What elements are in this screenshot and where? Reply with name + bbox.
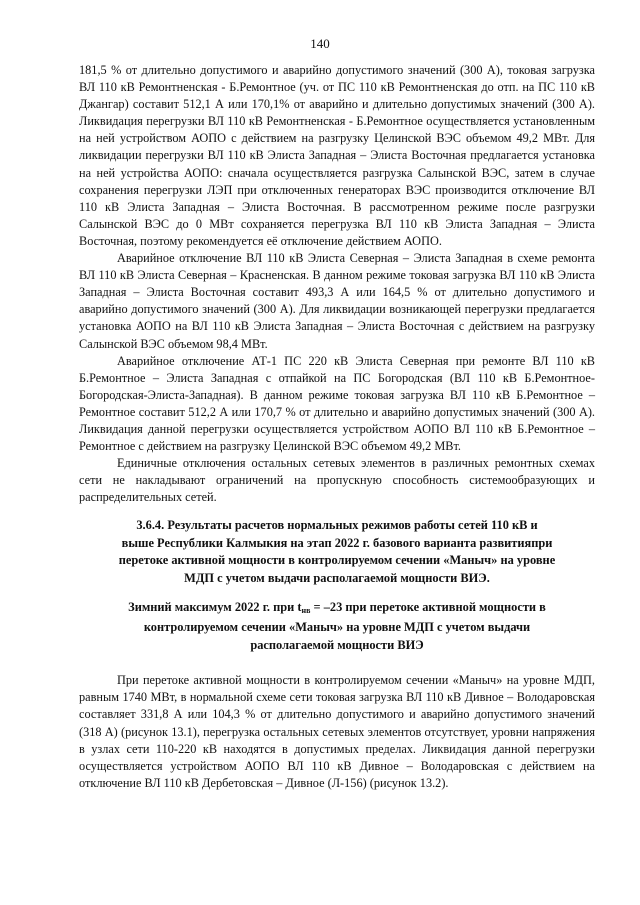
sub-heading — [79, 599, 595, 654]
page-number: 140 — [310, 36, 330, 51]
section-number: 3.6.4. — [136, 518, 165, 533]
section-heading — [79, 517, 595, 587]
sub-heading-line-3: располагаемой мощности ВИЭ — [250, 637, 424, 652]
section-heading-line-1: 3.6.4. Результаты расчетов нормальных режимов работы сетей 110 кВ и — [136, 518, 538, 533]
paragraph-emergency-elista: Аварийное отключение ВЛ 110 кВ Элиста Северная – Элиста Западная в схеме ремонта ВЛ 110 кВ Элиста Северная – Красненская. В данном режиме токовая загрузка ВЛ 110 кВ Элиста Западная – Элиста Восточная составит 493,3 А или 164,5 % от длительно допустимого и аварийно допустимого значений (300 А). Для ликвидации возникающей перегрузки предлагается установка АОПО на ВЛ 110 кВ Элиста Западная – Элиста Восточная с действием на разгрузку Салынской ВЭС объемом 98,4 МВт. — [79, 251, 595, 351]
paragraph-emergency-at1: Аварийное отключение АТ-1 ПС 220 кВ Элиста Северная при ремонте ВЛ 110 кВ Б.Ремонтное – Элиста Западная с отпайкой на ПС Богородская (ВЛ 110 кВ Б.Ремонтное-Богородская-Элиста-Западная). В данном режиме токовая загрузка ВЛ 110 кВ Б.Ремонтное – Ремонтное составит 512,2 А или 170,7 % от длительно и аварийно допустимых значений (300 А). Ликвидация данной перегрузки осуществляется устройством АОПО ВЛ 110 кВ Б.Ремонтное – Ремонтное с действием на разгрузку Целинской ВЭС объемом 49,2 МВт. — [79, 353, 595, 454]
sub-heading-line-1: Зимний максимум 2022 г. при $t_{нв} = -23$ при перетоке активной мощности в — [128, 600, 546, 616]
document-body — [79, 62, 595, 792]
section-heading-line-4: МДП с учетом выдачи располагаемой мощности ВИЭ. — [184, 570, 490, 585]
section-heading-line-3: перетоке активной мощности в контролируемом сечении «Маныч» на уровне — [118, 553, 556, 568]
paragraph-continuation: 181,5 % от длительно допустимого и аварийно допустимого значений (300 А), токовая загрузка ВЛ 110 кВ Ремонтненская - Б.Ремонтное (уч. от ПС 110 кВ Ремонтненская до отп. на ПС 110 кВ Джангар) составит 512,1 А или 170,1% от аварийно и длительно допустимых значений (300 А). Ликвидация перегрузки ВЛ 110 кВ Ремонтненская - Б.Ремонтное осуществляется установленным на ней устройством АОПО с действием на разгрузку Целинской ВЭС объемом 49,2 МВт. Для ликвидации перегрузки ВЛ 110 кВ Элиста Западная – Элиста Восточная предлагается установка на ней устройства АОПО: сначала осуществляется разгрузка Салынской ВЭС, затем в случае сохранения перегрузки ЛЭП при отключенных генераторах ВЭС производится отключение ВЛ 110 кВ Элиста Западная – Элиста Восточная. В рассмотренном режиме после разгрузки Салынской ВЭС до 0 МВт сохраняется перегрузка ВЛ 110 кВ Элиста Западная – Элиста Восточная, поэтому рекомендуется её отключение действием АОПО. — [79, 63, 595, 248]
paragraph-winter-max: При перетоке активной мощности в контролируемом сечении «Маныч» на уровне МДП, равным 1740 МВт, в нормальной схеме сети токовая загрузка ВЛ 110 кВ Дивное – Володаровская составляет 331,8 А или 104,3 % от длительно допустимого и аварийно допустимого значений (318 А) (рисунок 13.1), перегрузка остальных сетевых элементов отсутствует, уровни напряжения в узлах сети 110-220 кВ находятся в допустимых пределах. Ликвидация данной перегрузки осуществляется устройством АОПО ВЛ 110 кВ Дивное – Володаровская с действием на отключение ВЛ 110 кВ Дербетовская – Дивное (Л-156) (рисунок 13.2). — [79, 673, 595, 790]
section-heading-line-2: выше Республики Калмыкия на этап 2022 г. базового варианта развитияпри — [121, 535, 553, 550]
temperature-subscript: нв — [301, 606, 311, 616]
sub-heading-line-2: контролируемом сечении «Маныч» на уровне МДП с учетом выдачи — [143, 620, 531, 635]
paragraph-single-outages: Единичные отключения остальных сетевых элементов в различных ремонтных схемах сети не накладывают ограничений на пропускную способность системообразующих и распределительных сетей. — [79, 456, 595, 505]
